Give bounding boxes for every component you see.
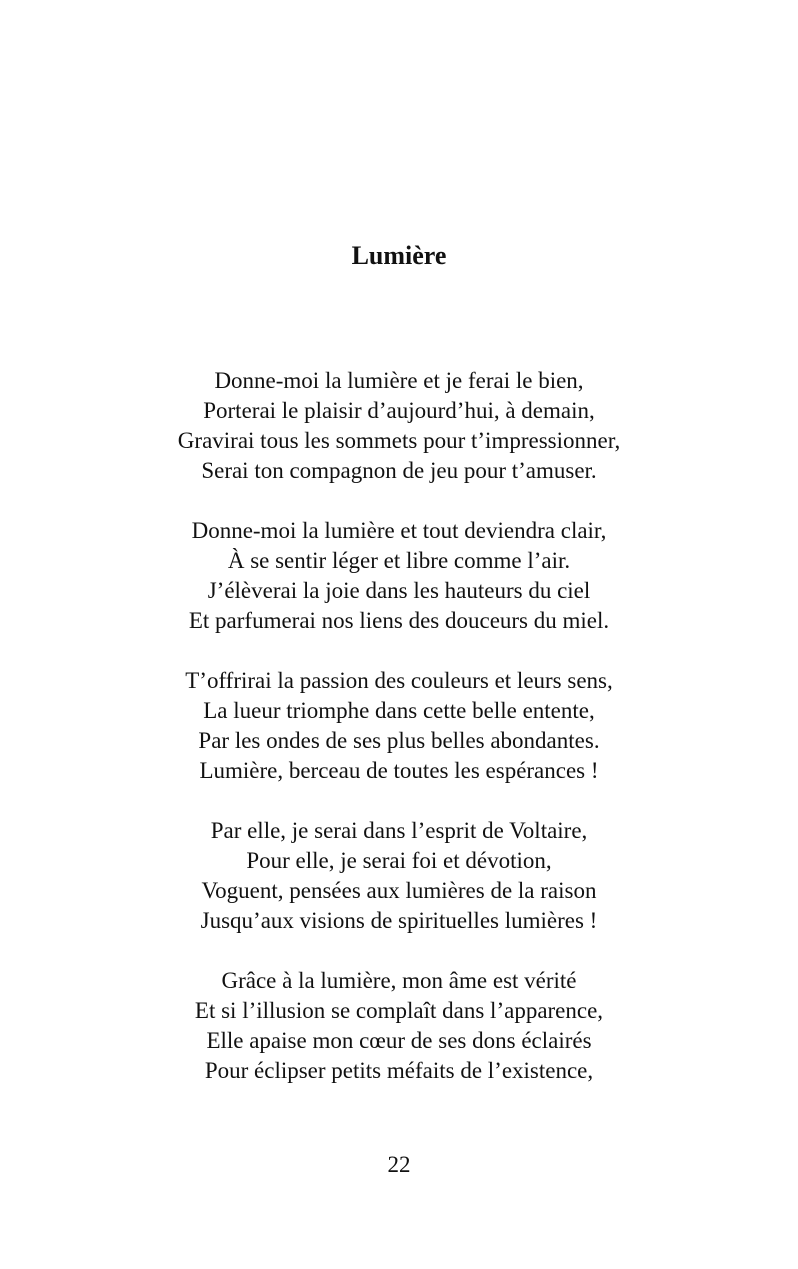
verse-line: Par les ondes de ses plus belles abondantes. bbox=[198, 728, 600, 753]
verse-line: La lueur triomphe dans cette belle entente, bbox=[203, 698, 595, 723]
stanza-5 bbox=[0, 966, 798, 1086]
verse-line: Pour éclipser petits méfaits de l’existence, bbox=[204, 1058, 594, 1083]
verse-line: Lumière, berceau de toutes les espérances ! bbox=[199, 758, 599, 783]
verse-line: Et parfumerai nos liens des douceurs du miel. bbox=[188, 608, 610, 633]
verse-line: Par elle, je serai dans l’esprit de Voltaire, bbox=[210, 818, 588, 843]
verse-line: Grâce à la lumière, mon âme est vérité bbox=[221, 968, 577, 993]
page-number: 22 bbox=[387, 1152, 411, 1177]
verse-line: Donne-moi la lumière et je ferai le bien, bbox=[214, 368, 584, 393]
stanza-1 bbox=[0, 366, 798, 486]
verse-line: Gravirai tous les sommets pour t’impressionner, bbox=[177, 428, 621, 453]
poem-body bbox=[0, 366, 798, 1116]
stanza-2 bbox=[0, 516, 798, 636]
verse-line: Serai ton compagnon de jeu pour t’amuser. bbox=[201, 458, 597, 483]
verse-line: Pour elle, je serai foi et dévotion, bbox=[246, 848, 552, 873]
verse-line: Voguent, pensées aux lumières de la raison bbox=[201, 878, 597, 903]
verse-line: Elle apaise mon cœur de ses dons éclairés bbox=[206, 1028, 592, 1053]
verse-line: T’offrirai la passion des couleurs et leurs sens, bbox=[185, 668, 613, 693]
stanza-4 bbox=[0, 816, 798, 936]
verse-line: Et si l’illusion se complaît dans l’apparence, bbox=[194, 998, 604, 1023]
verse-line: Porterai le plaisir d’aujourd’hui, à demain, bbox=[203, 398, 595, 423]
verse-line: Donne-moi la lumière et tout deviendra clair, bbox=[191, 518, 607, 543]
verse-line: Jusqu’aux visions de spirituelles lumières ! bbox=[200, 908, 598, 933]
stanza-3 bbox=[0, 666, 798, 786]
poem-title: Lumière bbox=[351, 241, 447, 270]
verse-line: À se sentir léger et libre comme l’air. bbox=[227, 548, 571, 573]
verse-line: J’élèverai la joie dans les hauteurs du ciel bbox=[207, 578, 591, 603]
